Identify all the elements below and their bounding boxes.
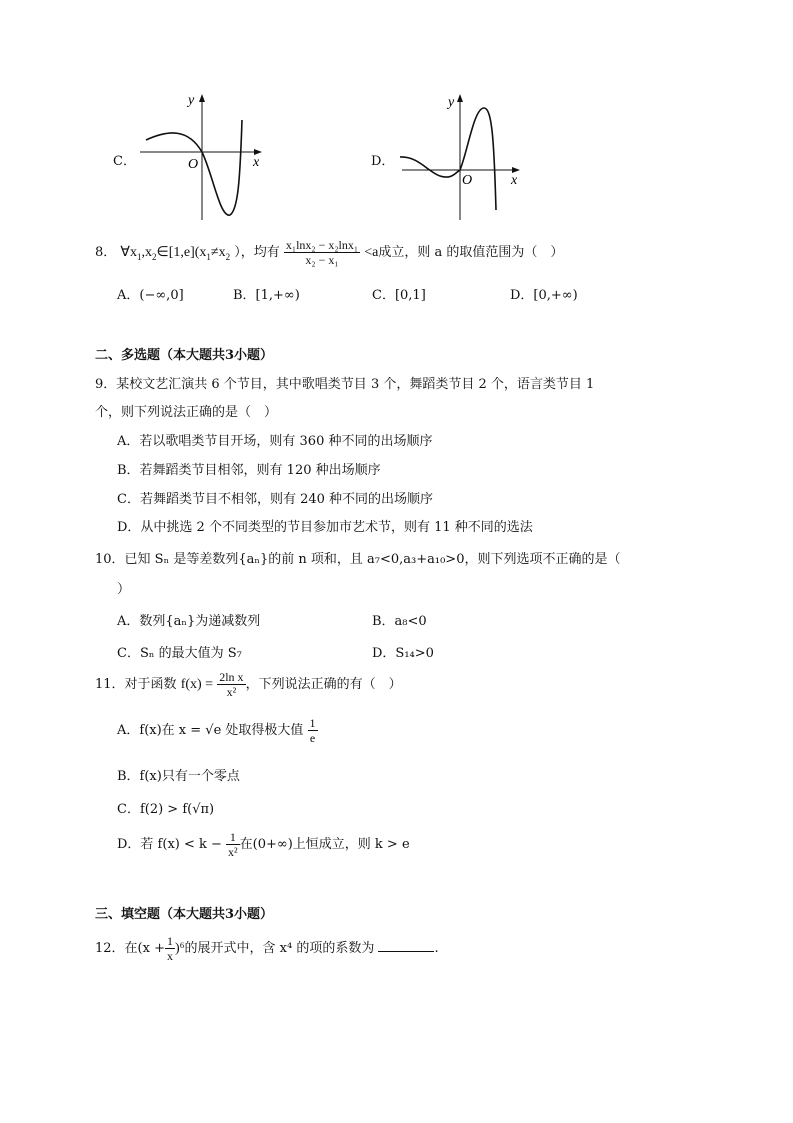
graph-d [398,90,528,225]
graph-c-origin: O [188,157,199,172]
q11-frac-den: x² [226,685,237,699]
q12-suffix: 的展开式中，含 x⁴ 的项的系数为 [184,941,375,956]
q9-option-c: C．若舞蹈类节目不相邻，则有 240 种不同的出场顺序 [117,492,434,507]
q11-option-d: D．若 f(x) < k − $\frac{1}{\text{x²}}$ 在(0+∞)上恒成立，则 k > e [117,830,410,859]
graph-d-origin: O [462,173,473,188]
q12-prefix: 12．在(x + [95,941,165,956]
q10-line2: ） [117,582,131,597]
q11-suffix: ，下列说法正确的有（ ） [245,677,402,692]
option-d-label: D． [371,154,395,169]
q11-option-d-fraction: $\frac{1}{\text{x²}}$ [228,830,238,859]
q12-power: )⁶ [174,941,185,956]
q8-forall: $\forall x_1,x_2\in[1,e](x_1\ne x_2$ [120,245,231,262]
q11-prefix: 11．对于函数 [95,677,177,692]
graph-d-y-label: y [448,95,455,110]
q11-option-b: B．f(x)只有一个零点 [117,769,240,784]
graph-c-y-label: y [188,93,195,108]
q8-mid: ），均有 [234,245,280,260]
q11-fx: f(x) = [180,677,214,692]
graph-d-curve [400,108,496,210]
q8-option-b: B．[1,+∞) [233,288,300,303]
q8-frac-num: x₁lnx₂ − x₂lnx₁ [285,238,359,252]
q11-fraction [217,670,245,699]
q9-option-a: A．若以歌唱类节目开场，则有 360 种不同的出场顺序 [117,434,433,449]
q8-option-a: A．(−∞,0] [117,288,184,303]
q8-option-d: D．[0,+∞) [510,288,578,303]
q10-option-b: B．a₈<0 [372,614,427,629]
graph-d-x-label: x [511,173,518,188]
q8-number: 8． [95,245,117,260]
q8-frac-den: x₂ − x₁ [305,253,339,267]
option-c-label: C． [113,154,136,169]
q9-line2: 个，则下列说法正确的是（ ） [95,405,278,420]
q8-fraction [284,238,360,267]
question-12 [95,934,439,963]
q11-option-a: A．f(x)在 x = √e 处取得极大值 $\frac{1}{e}$ [117,716,316,745]
q9-option-d: D．从中挑选 2 个不同类型的节目参加市艺术节，则有 11 种不同的选法 [117,520,533,535]
question-11 [95,670,402,699]
q11-option-a-fraction: $\frac{1}{e}$ [309,716,316,745]
q8-ineq: <a [364,245,379,260]
q8-option-c: C．[0,1] [372,288,426,303]
section-3-title: 三、填空题（本大题共3小题） [95,907,274,922]
q9-line1: 9．某校文艺汇演共 6 个节目，其中歌唱类节目 3 个，舞蹈类节目 2 个，语言类节目 1 [95,377,595,392]
q12-end: . [434,941,439,956]
q10-option-d: D．S₁₄>0 [372,646,434,661]
graph-c-x-label: x [253,155,260,170]
q10-option-a: A．数列{aₙ}为递减数列 [117,614,261,629]
q11-frac-num: 2ln x [219,670,244,684]
q11-option-c: C．f(2) > f(√π) [117,802,215,817]
q10-line1: 10．已知 Sₙ 是等差数列{aₙ}的前 n 项和，且 a₇<0,a₃+a₁₀>0，则下列选项不正确的是（ [95,552,621,567]
question-8 [95,238,563,267]
q12-answer-blank[interactable] [378,939,434,952]
q12-fraction: $\frac{1}{x}$ [166,934,173,963]
q10-option-c: C．Sₙ 的最大值为 S₇ [117,646,242,661]
q8-tail: 成立，则 a 的取值范围为（ ） [378,245,564,260]
section-2-title: 二、多选题（本大题共3小题） [95,348,274,363]
graph-c [138,90,268,225]
q9-option-b: B．若舞蹈类节目相邻，则有 120 种出场顺序 [117,463,381,478]
